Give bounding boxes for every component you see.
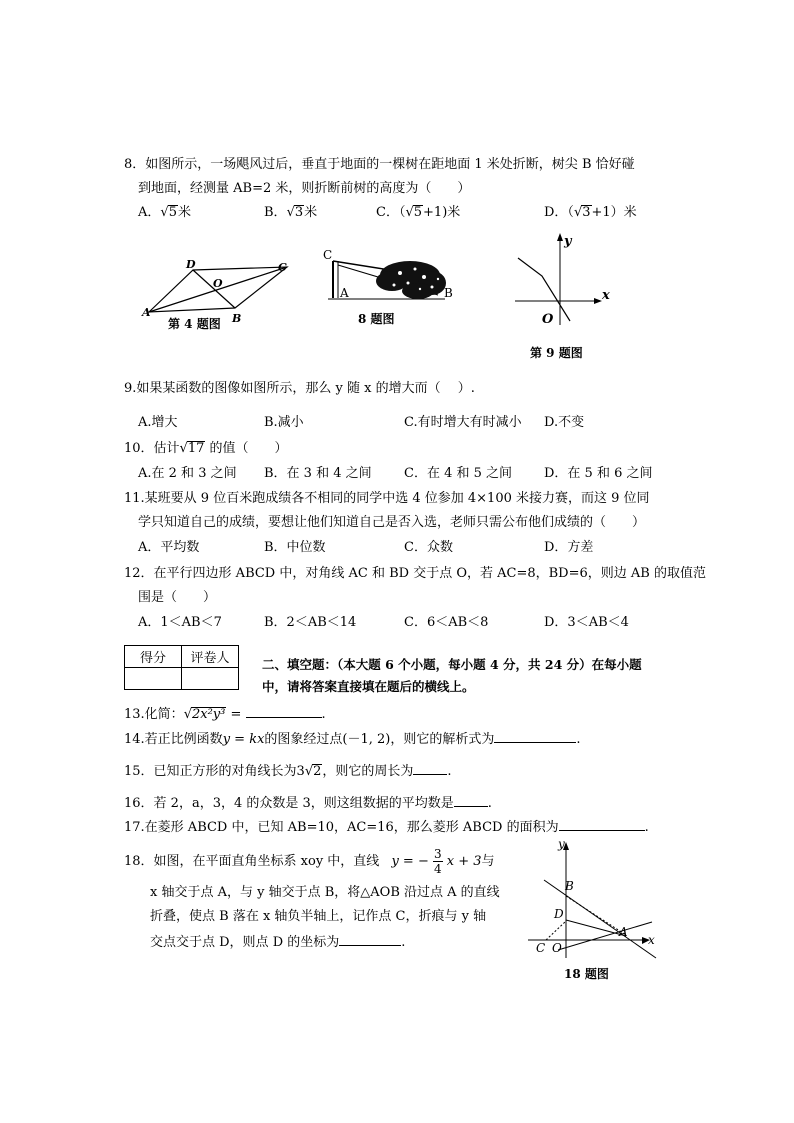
q15-answer-blank[interactable]: [413, 761, 447, 775]
q16-answer-blank[interactable]: [454, 793, 488, 807]
section2-heading-line2: 中，请将答案直接填在题后的横线上。: [262, 679, 475, 694]
score-table-header-grader: 评卷人: [182, 646, 239, 668]
figure-8-caption: 8 题图: [358, 312, 395, 326]
fig18-label-y: y: [558, 837, 565, 851]
q12-option-c: C．6＜AB＜8: [404, 615, 489, 630]
figure-4-caption: 第 4 题图: [168, 317, 221, 331]
score-table: [124, 645, 239, 690]
score-table-header-score: 得分: [125, 646, 182, 668]
fig8-label-a: A: [340, 286, 349, 300]
fig18-label-d: D: [554, 907, 564, 921]
q18-answer-blank[interactable]: [339, 932, 401, 946]
q10-option-b: B．在 3 和 4 之间: [264, 466, 372, 481]
fig4-label-o: O: [213, 277, 223, 290]
q12-option-b: B．2＜AB＜14: [264, 615, 357, 630]
section2-heading-line1: 二、填空题：（本大题 6 个小题，每小题 4 分，共 24 分）在每小题: [262, 657, 642, 672]
figure-18-caption: 18 题图: [564, 967, 609, 981]
figure-9-caption: 第 9 题图: [530, 346, 583, 360]
q10-stem: 10．估计√17 的值（ ）: [124, 441, 288, 456]
q8-option-d: D．（√3+1）米: [544, 205, 637, 220]
q13: 13.化简：√2x²y³ = .: [124, 704, 326, 724]
q18-line1: 18．如图，在平面直角坐标系 xoy 中，直线 y = − $\frac{3}{4}$ x + 3与: [124, 847, 495, 876]
figure-18-coordinate-plane: [522, 838, 667, 963]
fig18-label-x: x: [648, 933, 655, 947]
q16: 16．若 2，a，3，4 的众数是 3，则这组数据的平均数是 .: [124, 793, 492, 813]
fig18-label-o: O: [552, 941, 562, 955]
q10-option-a: A.在 2 和 3 之间: [138, 466, 237, 481]
q9-option-c: C.有时增大有时减小: [404, 415, 522, 430]
q12-option-a: A．1＜AB＜7: [138, 615, 222, 630]
q18-line3: 折叠，使点 B 落在 x 轴负半轴上，记作点 C，折痕与 y 轴: [150, 909, 487, 924]
q10-option-c: C．在 4 和 5 之间: [404, 466, 513, 481]
fig4-label-d: D: [186, 258, 196, 271]
q18-line4: 交点交于点 D，则点 D 的坐标为 .: [150, 932, 405, 952]
q11-option-d: D．方差: [544, 540, 594, 555]
score-table-cell-grader[interactable]: [182, 668, 239, 690]
q10-option-d: D．在 5 和 6 之间: [544, 466, 653, 481]
fig18-label-b: B: [565, 879, 574, 893]
fig4-label-a: A: [142, 306, 151, 319]
q8-option-c: C．（√5+1)米: [376, 205, 461, 220]
q12-stem-line1: 12．在平行四边形 ABCD 中，对角线 AC 和 BD 交于点 O，若 AC=8，BD=6，则边 AB 的取值范: [124, 566, 706, 581]
fig9-label-o: O: [542, 312, 554, 327]
q8-stem-line1: 8．如图所示，一场飓风过后，垂直于地面的一棵树在距地面 1 米处折断，树尖 B 恰好碰: [124, 157, 635, 172]
q9-option-d: D.不变: [544, 415, 585, 430]
q18-line2: x 轴交于点 A，与 y 轴交于点 B，将△AOB 沿过点 A 的直线: [150, 885, 500, 900]
q9-option-a: A.增大: [138, 415, 178, 430]
fig9-label-y: y: [564, 234, 572, 249]
fig4-label-b: B: [232, 312, 242, 325]
q17-answer-blank[interactable]: [559, 817, 645, 831]
q8-option-b: B．√3米: [264, 205, 318, 220]
q12-option-d: D．3＜AB＜4: [544, 615, 629, 630]
fig18-label-a: A: [619, 925, 628, 939]
q14: 14.若正比例函数y = kx的图象经过点(－1, 2)，则它的解析式为 .: [124, 729, 581, 749]
q14-answer-blank[interactable]: [494, 729, 576, 743]
q11-option-c: C．众数: [404, 540, 453, 555]
q12-stem-line2: 围是（ ）: [138, 590, 217, 605]
q9-stem: 9.如果某函数的图像如图所示，那么 y 随 x 的增大而（ ）.: [124, 381, 475, 396]
fig9-label-x: x: [602, 288, 610, 303]
q8-option-a: A．√5米: [138, 205, 191, 220]
fig4-label-c: C: [278, 261, 287, 274]
q15: 15．已知正方形的对角线长为3√2，则它的周长为 .: [124, 761, 452, 781]
q11-option-a: A．平均数: [138, 540, 200, 555]
q17: 17.在菱形 ABCD 中，已知 AB=10，AC=16，那么菱形 ABCD 的面积为 .: [124, 817, 649, 837]
q11-stem-line2: 学只知道自己的成绩，要想让他们知道自己是否入选，老师只需公布他们成绩的（ ）: [138, 515, 646, 530]
fig8-label-b: B: [444, 286, 453, 300]
q18-fraction: $\frac{3}{4}$: [434, 847, 442, 876]
fig8-label-c: C: [323, 248, 333, 262]
q11-option-b: B．中位数: [264, 540, 326, 555]
q9-option-b: B.减小: [264, 415, 304, 430]
fig18-label-c: C: [536, 941, 546, 955]
q11-stem-line1: 11.某班要从 9 位百米跑成绩各不相同的同学中选 4 位参加 4×100 米接力赛，而这 9 位同: [124, 491, 650, 506]
score-table-cell-score[interactable]: [125, 668, 182, 690]
q13-answer-blank[interactable]: [246, 704, 322, 718]
figure-8-broken-tree: [320, 245, 460, 315]
q8-stem-line2: 到地面，经测量 AB=2 米，则折断前树的高度为（ ）: [138, 181, 471, 196]
figure-9-function-graph: [510, 233, 620, 333]
